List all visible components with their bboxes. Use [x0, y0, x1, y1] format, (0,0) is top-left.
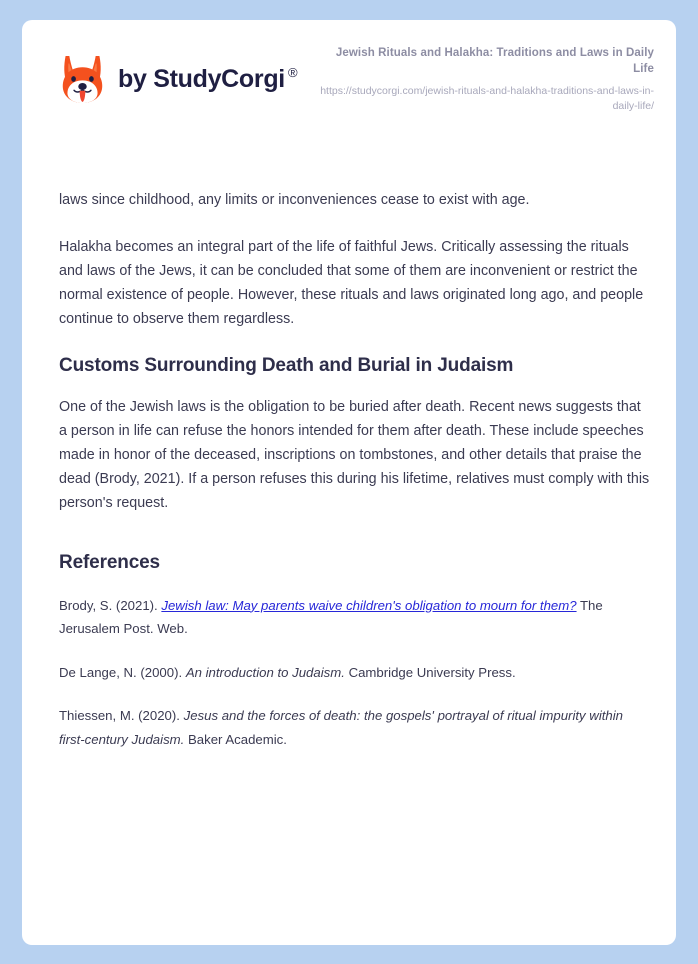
document-content: [59, 188, 651, 751]
brand-name: [118, 65, 297, 94]
reference-suffix: Cambridge University Press.: [344, 664, 516, 680]
document-page-card: [22, 20, 676, 945]
page-url[interactable]: https://studycorgi.com/jewish-rituals-and-halakha-traditions-and-laws-in-daily-life/: [320, 84, 654, 112]
corgi-logo-icon: [59, 53, 106, 105]
reference-prefix: De Lange, N. (2000).: [59, 664, 186, 680]
paragraph: Halakha becomes an integral part of the life of faithful Jews. Critically assessing the rituals and laws of the Jews, it can be concluded that some of them are inconvenient or restrict the normal existence of people. However, these rituals and laws originated long ago, and people continue to observe them regardless.: [59, 239, 644, 328]
reference-item: [59, 704, 651, 751]
header-meta: [297, 46, 676, 113]
studycorgi-brand[interactable]: [59, 53, 297, 105]
page-title: Jewish Rituals and Halakha: Traditions and Laws in Daily Life: [335, 47, 654, 75]
brand-name-text: by StudyCorgi: [118, 64, 285, 93]
reference-item: [59, 594, 651, 641]
registered-trademark-icon: ®: [287, 65, 298, 81]
reference-item: [59, 661, 651, 685]
reference-title: An introduction to Judaism.: [185, 664, 345, 680]
reference-prefix: Thiessen, M. (2020).: [59, 708, 184, 724]
paragraph: laws since childhood, any limits or inconveniences cease to exist with age.: [59, 192, 530, 208]
section-heading: Customs Surrounding Death and Burial in Judaism: [59, 355, 514, 377]
paragraph: One of the Jewish laws is the obligation to be buried after death. Recent news suggests that a person in life can refuse the honors intended for them after death. These include speeches made in honor of the deceased, inscriptions on tombstones, and other details that praise the dead (Brody, 2021). If a person refuses this during his lifetime, relatives must comply with this person's request.: [59, 398, 650, 511]
reference-link[interactable]: Jewish law: May parents waive children's obligation to mourn for them?: [161, 597, 577, 613]
document-header: [22, 20, 676, 138]
references-heading: References: [59, 551, 160, 573]
reference-prefix: Brody, S. (2021).: [59, 597, 162, 613]
reference-title: Jesus and the forces of death: the gospels' portrayal of ritual impurity within first-century Judaism.: [59, 708, 624, 747]
reference-suffix: The Jerusalem Post. Web.: [59, 597, 603, 637]
reference-suffix: Baker Academic.: [184, 731, 287, 747]
